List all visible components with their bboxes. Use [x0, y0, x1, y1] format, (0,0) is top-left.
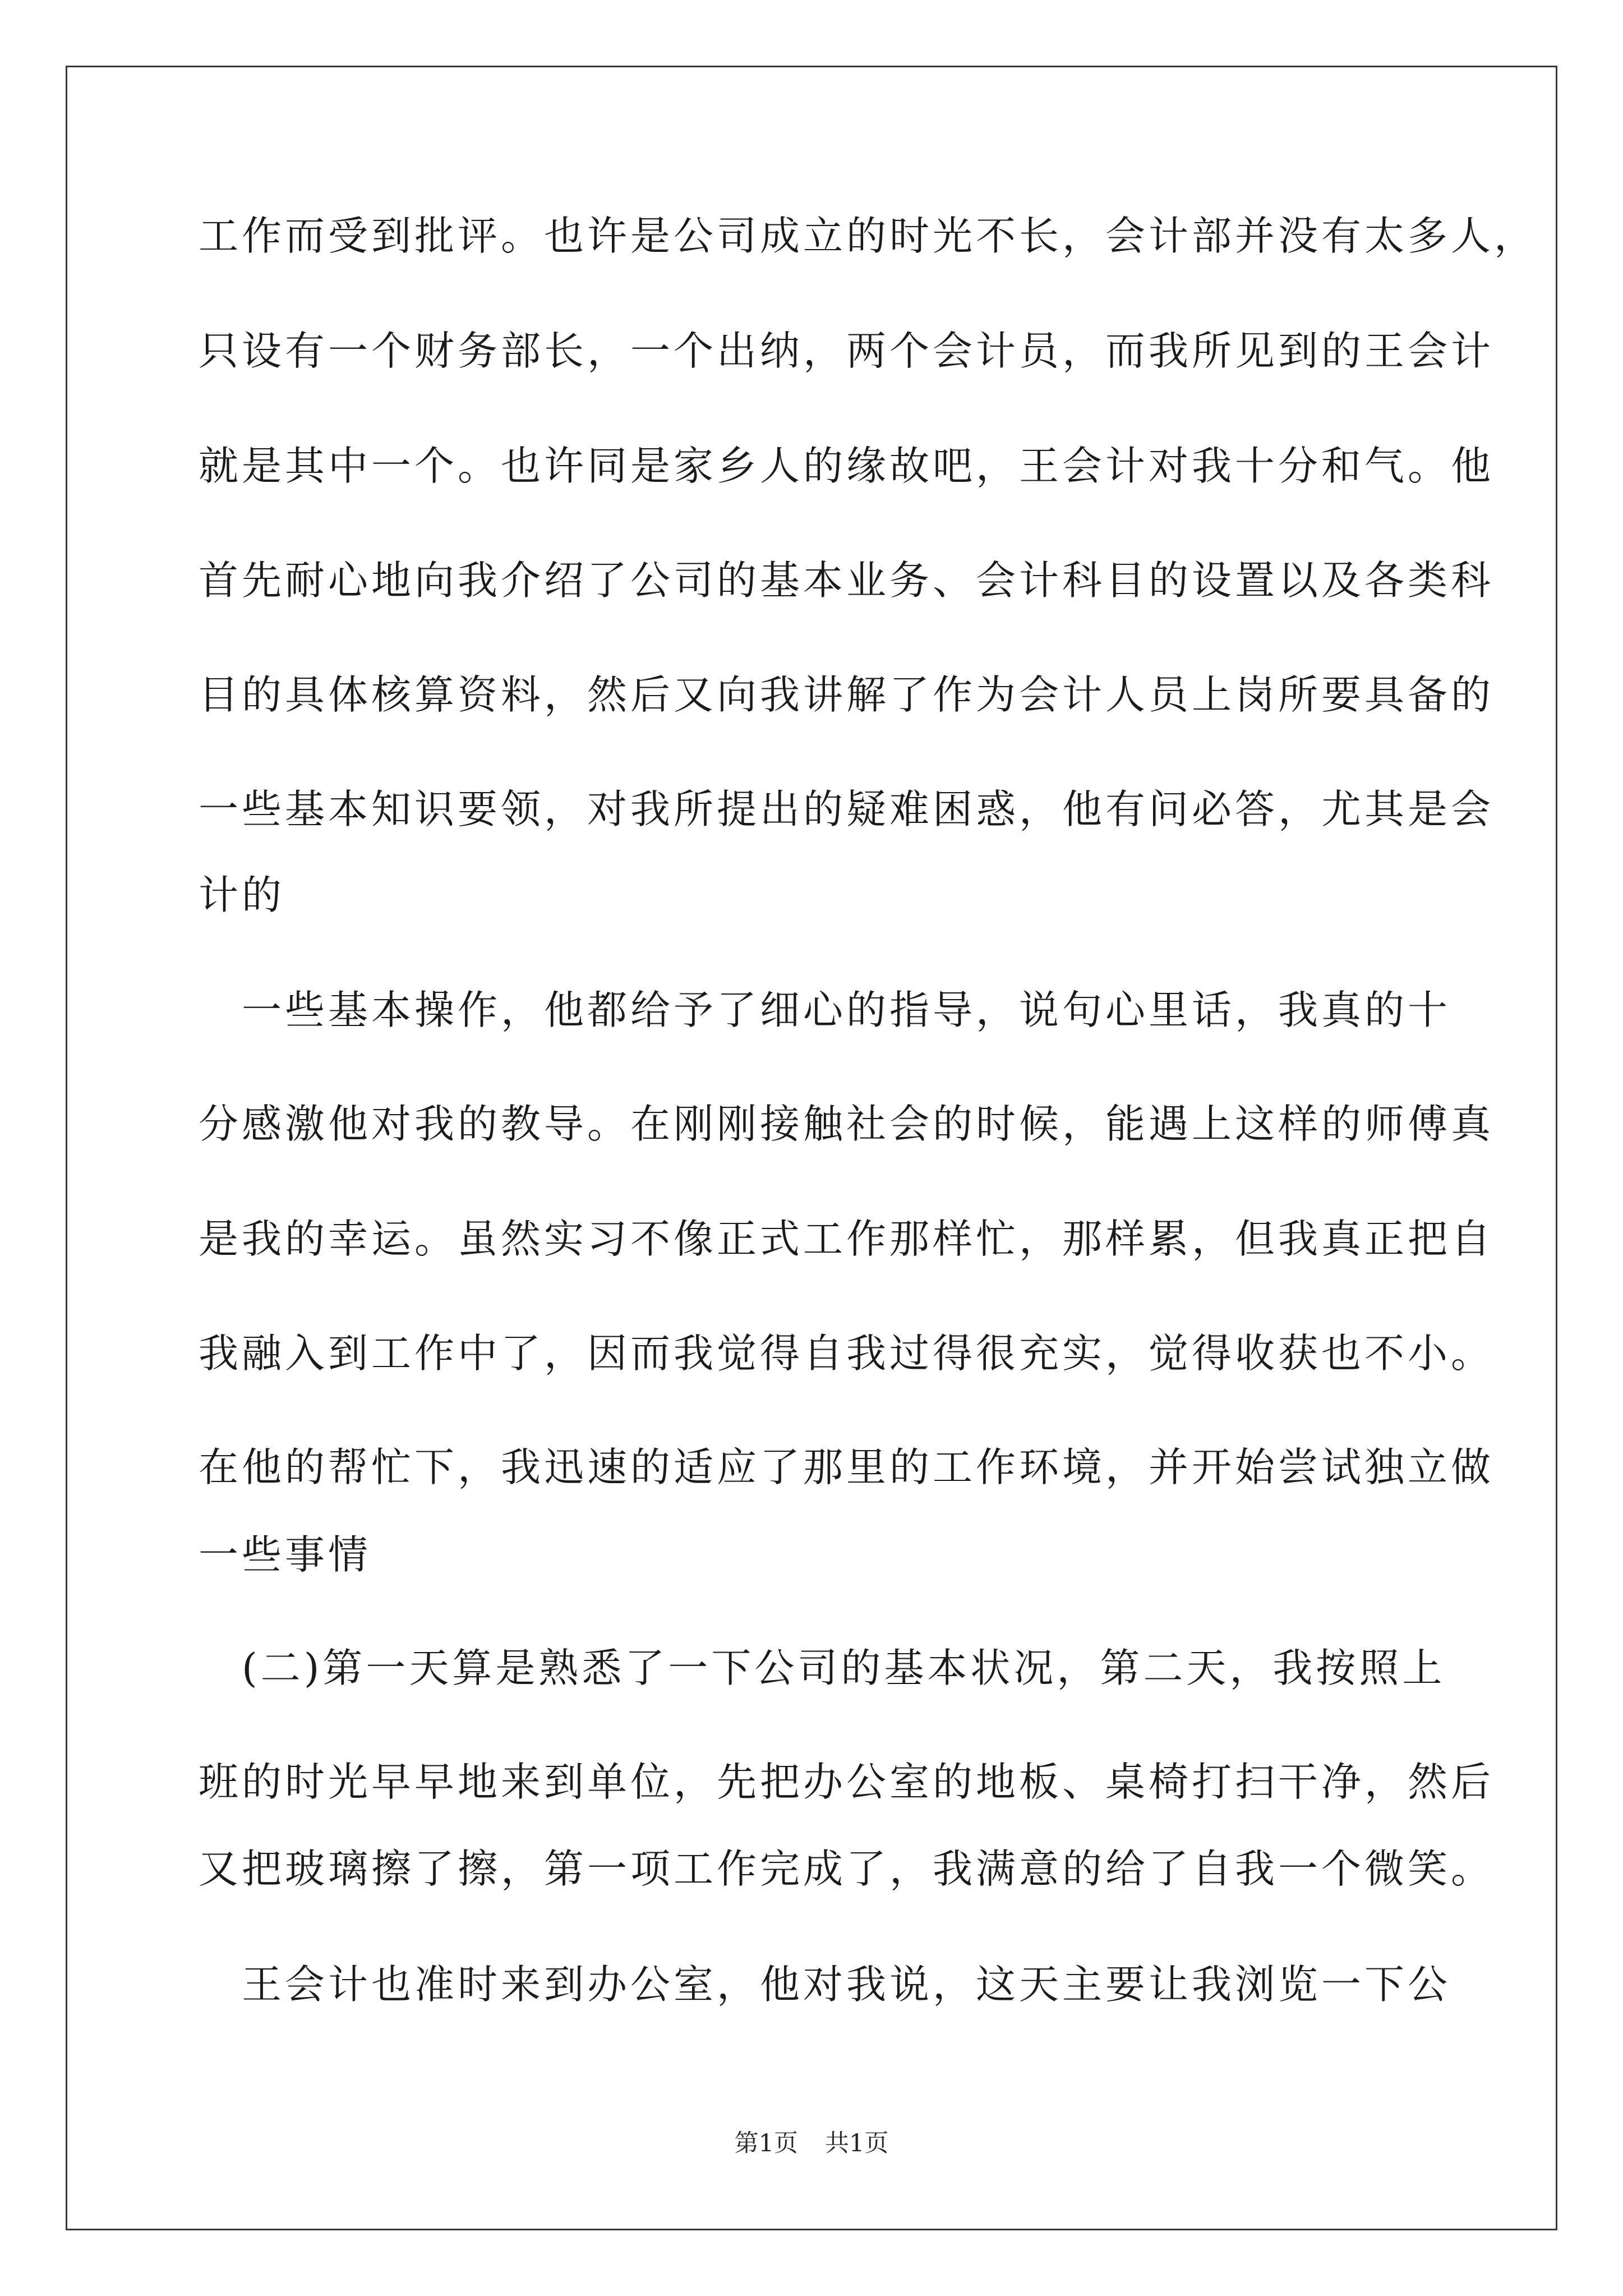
text-line: 目的具体核算资料，然后又向我讲解了作为会计人员上岗所要具备的	[199, 671, 1495, 718]
page-footer	[0, 2129, 1623, 2157]
text-line: 在他的帮忙下，我迅速的适应了那里的工作环境，并开始尝试独立做	[199, 1444, 1495, 1490]
text-line: 班的时光早早地来到单位，先把办公室的地板、桌椅打扫干净，然后	[199, 1759, 1495, 1805]
text-line: 一些基本操作，他都给予了细心的指导，说句心里话，我真的十	[199, 987, 1451, 1033]
page-number: 第1页	[734, 2129, 798, 2157]
page-total: 共1页	[825, 2129, 889, 2157]
text-line: 计的	[199, 872, 285, 918]
text-line: 工作而受到批评。也许是公司成立的时光不长，会计部并没有太多人，	[199, 213, 1538, 259]
text-line: 王会计也准时来到办公室，他对我说，这天主要让我浏览一下公	[199, 1961, 1451, 2008]
page-frame	[66, 66, 1557, 2230]
text-line: 首先耐心地向我介绍了公司的基本业务、会计科目的设置以及各类科	[199, 557, 1495, 604]
text-line: 我融入到工作中了，因而我觉得自我过得很充实，觉得收获也不小。	[199, 1330, 1495, 1377]
text-line: 分感激他对我的教导。在刚刚接触社会的时候，能遇上这样的师傅真	[199, 1101, 1495, 1147]
text-line: 又把玻璃擦了擦，第一项工作完成了，我满意的给了自我一个微笑。	[199, 1846, 1495, 1892]
text-line: 是我的幸运。虽然实习不像正式工作那样忙，那样累，但我真正把自	[199, 1216, 1495, 1262]
text-line: (二)第一天算是熟悉了一下公司的基本状况，第二天，我按照上	[199, 1645, 1446, 1691]
text-line: 就是其中一个。也许同是家乡人的缘故吧，王会计对我十分和气。他	[199, 443, 1495, 489]
text-line: 只设有一个财务部长，一个出纳，两个会计员，而我所见到的王会计	[199, 328, 1495, 374]
text-line: 一些基本知识要领，对我所提出的疑难困惑，他有问必答，尤其是会	[199, 786, 1495, 832]
text-line: 一些事情	[199, 1531, 372, 1578]
